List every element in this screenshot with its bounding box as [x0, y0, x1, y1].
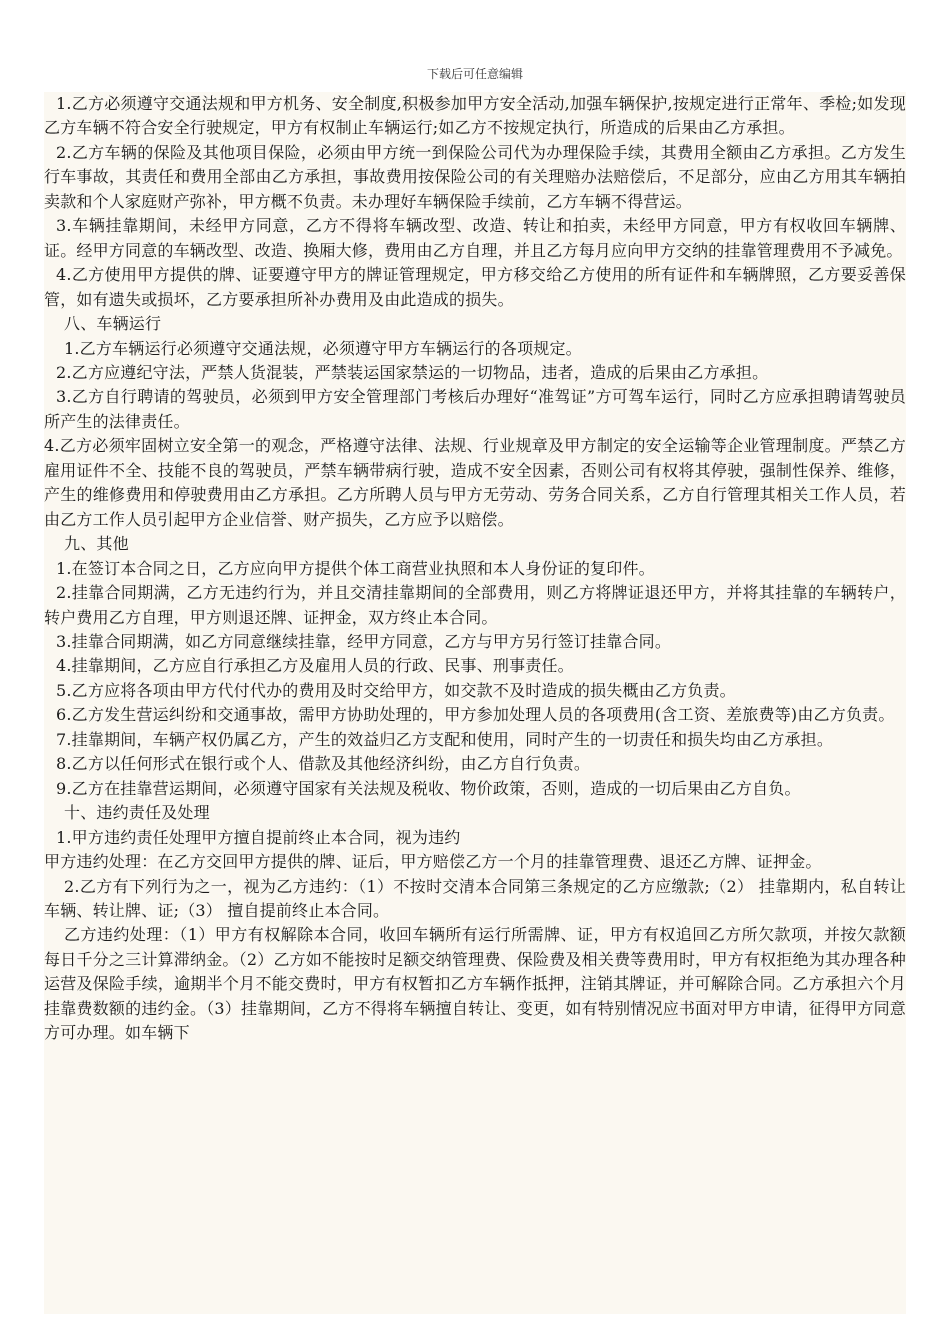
- paragraph: 2.乙方车辆的保险及其他项目保险，必须由甲方统一到保险公司代为办理保险手续，其费用全额由乙方承担。乙方发生行车事故，其责任和费用全部由乙方承担，事故费用按保险公司的有关理赔办法赔偿后，不足部分，应由乙方用其车辆拍卖款和个人家庭财产弥补，甲方概不负责。未办理好车辆保险手续前，乙方车辆不得营运。: [44, 142, 906, 211]
- paragraph: 7.挂靠期间，车辆产权仍属乙方，产生的效益归乙方支配和使用，同时产生的一切责任和损失均由乙方承担。: [56, 729, 834, 749]
- section-heading: 十、违约责任及处理: [64, 803, 210, 823]
- paragraph: 乙方违约处理：（1）甲方有权解除本合同，收回车辆所有运行所需牌、证，甲方有权追回乙方所欠款项，并按欠款额每日千分之三计算滞纳金。（2）乙方如不能按时足额交纳管理费、保险费及相关费等费用时，甲方有权拒绝为其办理各种运营及保险手续，逾期半个月不能交费时，甲方有权暂扣乙方车辆作抵押，注销其牌证，并可解除合同。乙方承担六个月挂靠费数额的违约金。（3）挂靠期间，乙方不得将车辆擅自转让、变更，如有特别情况应书面对甲方申请，征得甲方同意方可办理。如车辆下: [44, 925, 906, 1043]
- paragraph: 2.乙方有下列行为之一，视为乙方违约：（1）不按时交清本合同第三条规定的乙方应缴款;（2） 挂靠期内，私自转让车辆、转让牌、证;（3） 擅自提前终止本合同。: [44, 876, 906, 920]
- paragraph: 6.乙方发生营运纠纷和交通事故，需甲方协助处理的，甲方参加处理人员的各项费用(含工资、差旅费等)由乙方负责。: [56, 705, 895, 725]
- document-body: [44, 92, 906, 1314]
- section-heading: 九、其他: [64, 534, 129, 554]
- paragraph: 8.乙方以任何形式在银行或个人、借款及其他经济纠纷，由乙方自行负责。: [56, 754, 591, 774]
- paragraph: 9.乙方在挂靠营运期间，必须遵守国家有关法规及税收、物价政策，否则，造成的一切后果由乙方自负。: [56, 778, 801, 798]
- paragraph: 1.乙方车辆运行必须遵守交通法规，必须遵守甲方车辆运行的各项规定。: [64, 338, 582, 358]
- page-header: 下载后可任意编辑: [426, 67, 523, 81]
- paragraph: 3.车辆挂靠期间，未经甲方同意，乙方不得将车辆改型、改造、转让和拍卖，未经甲方同意，甲方有权收回车辆牌、证。经甲方同意的车辆改型、改造、换厢大修，费用由乙方自理，并且乙方每月应向甲方交纳的挂靠管理费用不予减免。: [44, 216, 906, 260]
- paragraph: 1.乙方必须遵守交通法规和甲方机务、安全制度,积极参加甲方安全活动,加强车辆保护,按规定进行正常年、季检;如发现乙方车辆不符合安全行驶规定，甲方有权制止车辆运行;如乙方不按规定执行，所造成的后果由乙方承担。: [44, 94, 906, 138]
- paragraph: 4.挂靠期间，乙方应自行承担乙方及雇用人员的行政、民事、刑事责任。: [56, 656, 574, 676]
- paragraph: 5.乙方应将各项由甲方代付代办的费用及时交给甲方，如交款不及时造成的损失概由乙方负责。: [56, 680, 736, 700]
- paragraph: 1.在签订本合同之日，乙方应向甲方提供个体工商营业执照和本人身份证的复印件。: [56, 558, 655, 578]
- section-heading: 八、车辆运行: [64, 314, 162, 334]
- paragraph: 2.挂靠合同期满，乙方无违约行为，并且交清挂靠期间的全部费用，则乙方将牌证退还甲方，并将其挂靠的车辆转户，转户费用乙方自理，甲方则退还牌、证押金，双方终止本合同。: [44, 583, 906, 627]
- paragraph: 3.挂靠合同期满，如乙方同意继续挂靠，经甲方同意，乙方与甲方另行签订挂靠合同。: [56, 631, 672, 651]
- paragraph: 4.乙方使用甲方提供的牌、证要遵守甲方的牌证管理规定，甲方移交给乙方使用的所有证件和车辆牌照，乙方要妥善保管，如有遗失或损坏，乙方要承担所补办费用及由此造成的损失。: [44, 265, 906, 309]
- paragraph: 2.乙方应遵纪守法，严禁人货混装，严禁装运国家禁运的一切物品，违者，造成的后果由乙方承担。: [56, 362, 769, 382]
- paragraph: 1.甲方违约责任处理甲方擅自提前终止本合同，视为违约: [56, 827, 461, 847]
- paragraph: 甲方违约处理：在乙方交回甲方提供的牌、证后，甲方赔偿乙方一个月的挂靠管理费、退还乙方牌、证押金。: [44, 852, 822, 872]
- paragraph: 3.乙方自行聘请的驾驶员，必须到甲方安全管理部门考核后办理好“准驾证”方可驾车运行，同时乙方应承担聘请驾驶员所产生的法律责任。: [44, 387, 906, 431]
- paragraph: 4.乙方必须牢固树立安全第一的观念，严格遵守法律、法规、行业规章及甲方制定的安全运输等企业管理制度。严禁乙方雇用证件不全、技能不良的驾驶员，严禁车辆带病行驶，造成不安全因素，否则公司有权将其停驶，强制性保养、维修，产生的维修费用和停驶费用由乙方承担。乙方所聘人员与甲方无劳动、劳务合同关系，乙方自行管理其相关工作人员，若由乙方工作人员引起甲方企业信誉、财产损失，乙方应予以赔偿。: [44, 436, 906, 529]
